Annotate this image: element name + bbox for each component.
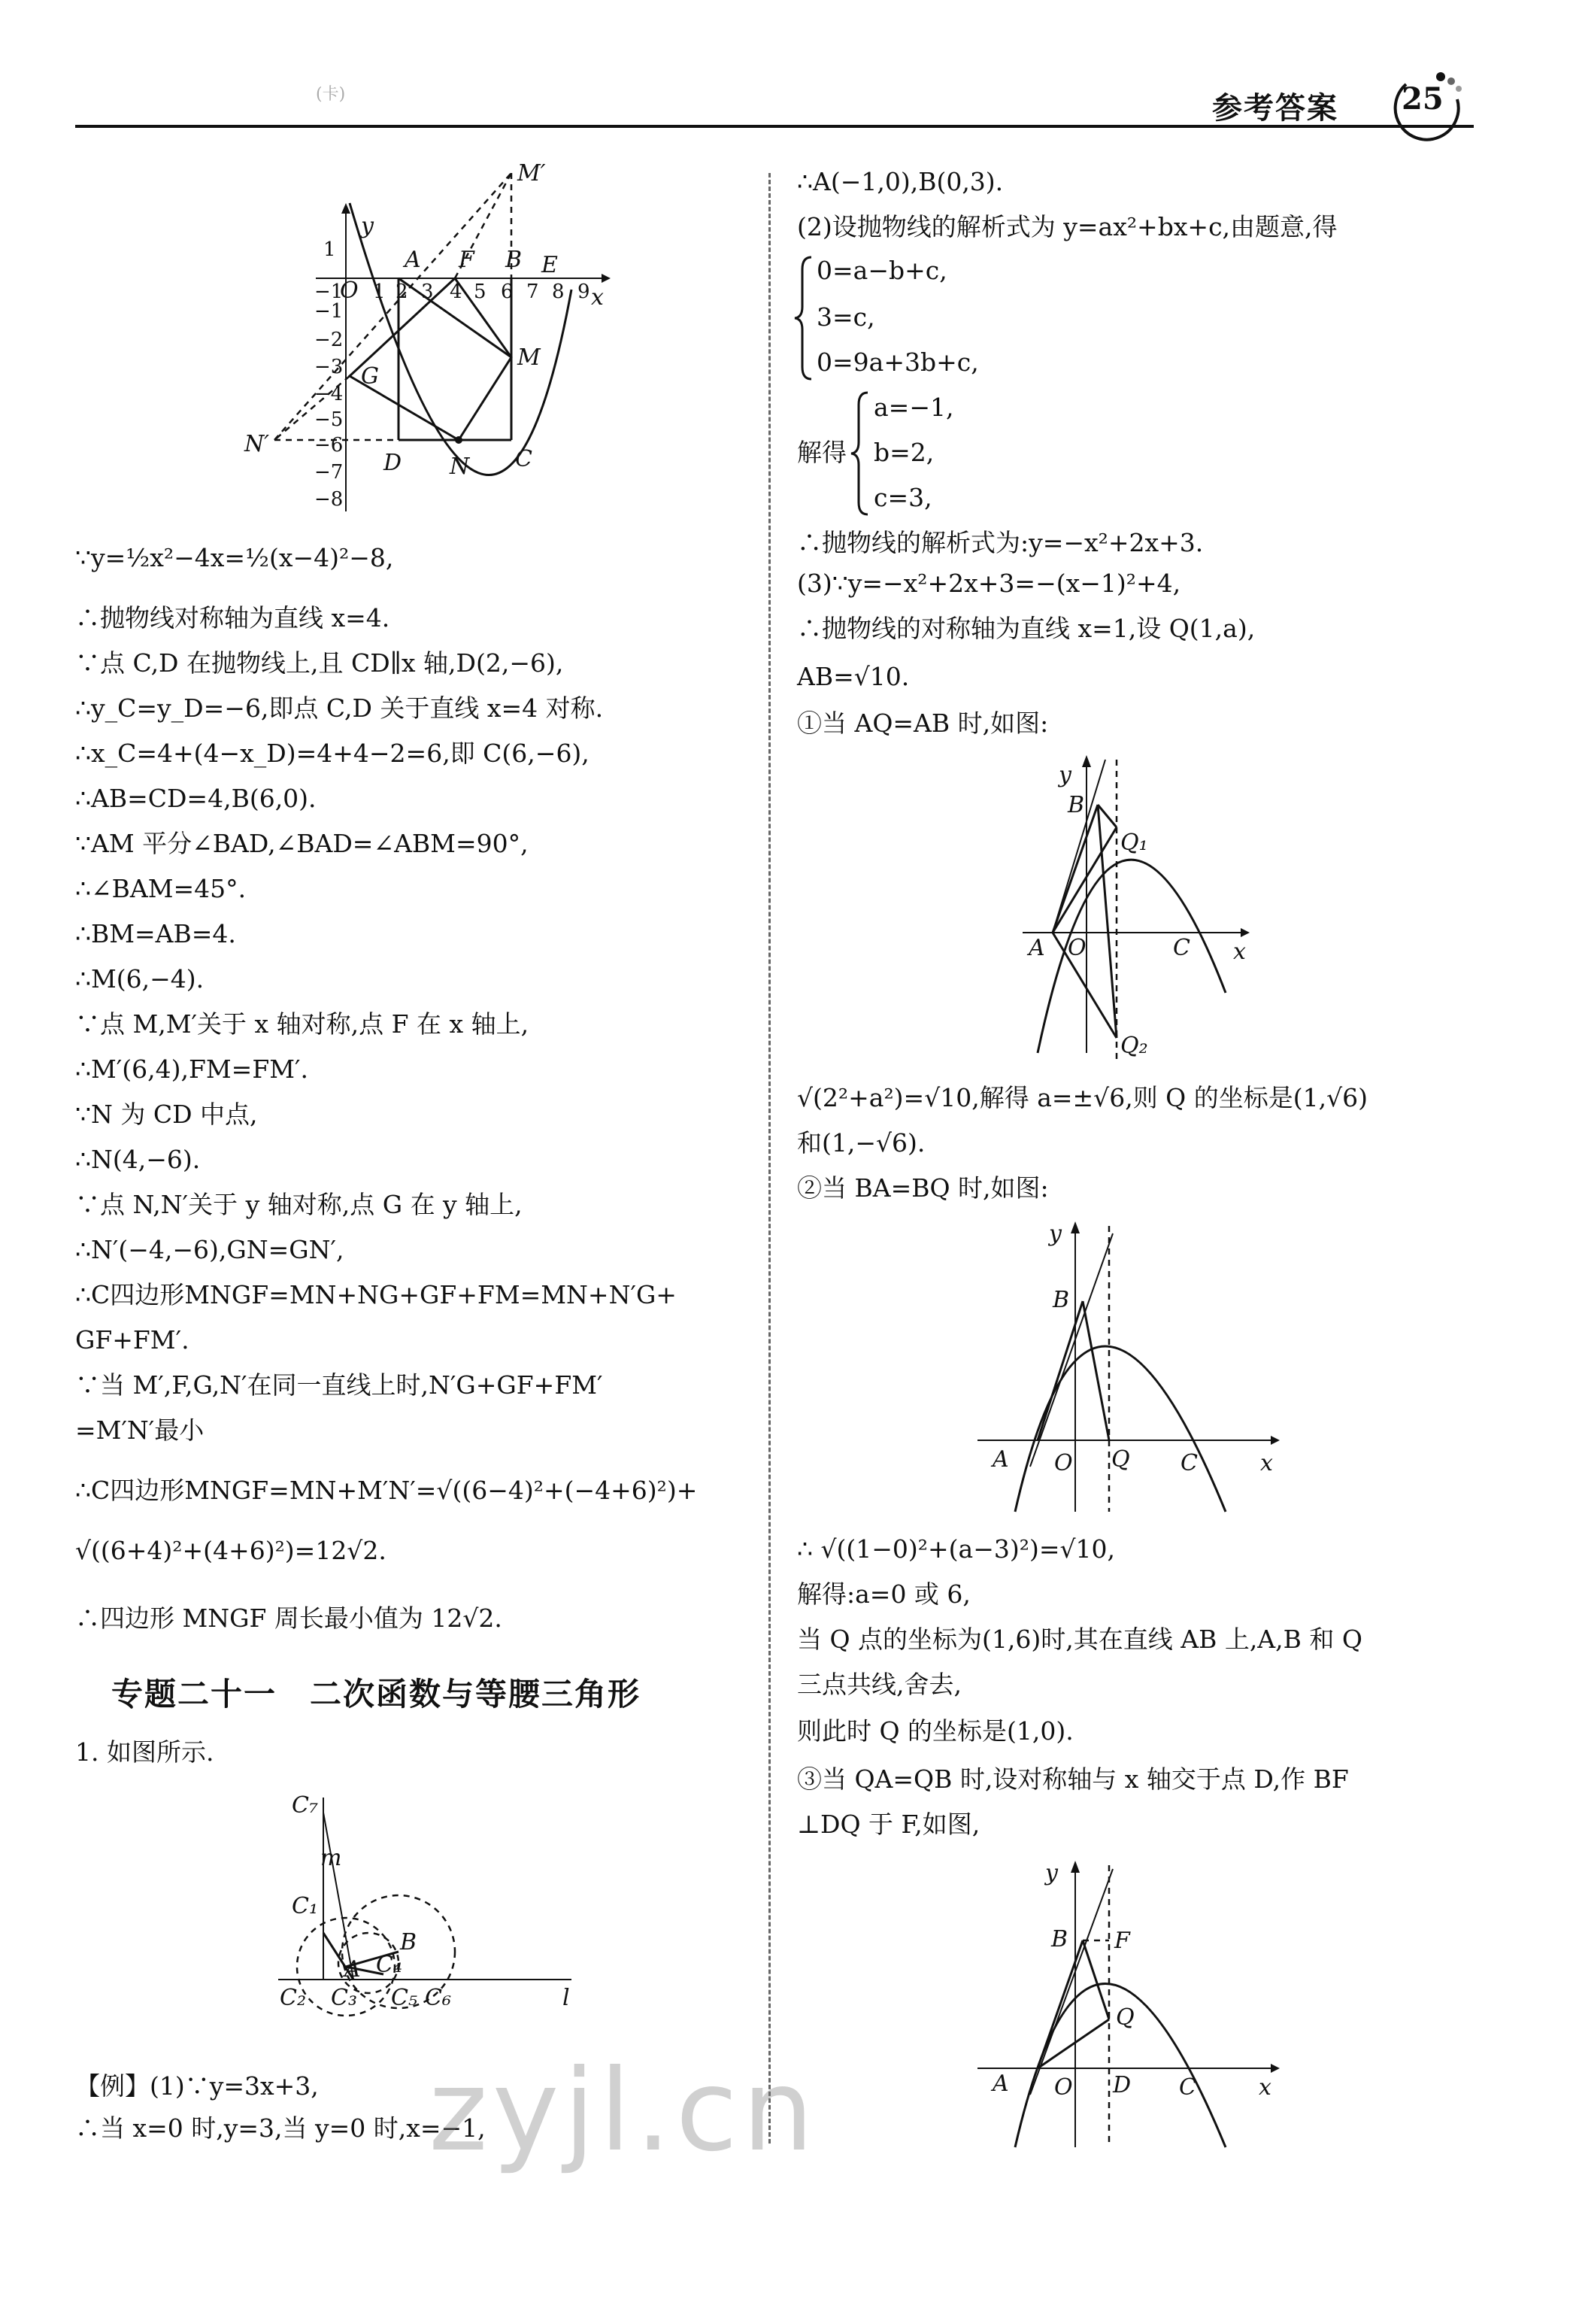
svg-text:F: F (1114, 1928, 1130, 1954)
solve-label: 解得 (797, 438, 847, 467)
svg-text:x: x (591, 284, 604, 311)
svg-text:1: 1 (323, 238, 336, 261)
system-eq-1: 0=a−b+c, (817, 256, 947, 285)
right-line-15: √(2²+a²)=√10,解得 a=±√6,则 Q 的坐标是(1,√6) (797, 1083, 1368, 1112)
right-line-10: ∴抛物线的解析式为:y=−x²+2x+3. (797, 528, 1204, 557)
left-line-19: ∵当 M′,F,G,N′在同一直线上时,N′G+GF+FM′ (75, 1370, 603, 1400)
svg-text:m: m (320, 1845, 342, 1871)
x-axis-arrow (602, 274, 611, 283)
svg-text:Q: Q (1116, 2004, 1135, 2031)
left-line-11: ∵点 M,M′关于 x 轴对称,点 F 在 x 轴上, (75, 1009, 529, 1039)
svg-text:A: A (344, 1956, 361, 1983)
svg-text:C₅: C₅ (391, 1985, 417, 2011)
solution-c: c=3, (874, 483, 932, 512)
svg-text:C₂: C₂ (280, 1985, 306, 2011)
svg-text:−2: −2 (314, 329, 344, 351)
svg-text:2: 2 (396, 281, 408, 303)
svg-text:x: x (1259, 2074, 1271, 2101)
svg-text:O: O (1054, 1450, 1073, 1476)
figure-case-3 (970, 1850, 1286, 2151)
svg-text:6: 6 (501, 281, 514, 303)
solution-b: b=2, (874, 438, 935, 467)
svg-text:D: D (1113, 2072, 1132, 2098)
svg-text:y: y (1059, 762, 1071, 788)
left-line-17: ∴C四边形MNGF=MN+NG+GF+FM=MN+N′G+ (75, 1280, 677, 1309)
right-line-16: 和(1,−√6). (797, 1128, 926, 1157)
question-1: 1. 如图所示. (75, 1737, 214, 1767)
figure-case-2 (970, 1211, 1286, 1527)
parabola-curve (350, 203, 571, 475)
figure-quadrilateral-graph (241, 158, 632, 519)
watermark-text: zyjl.cn (429, 2046, 819, 2177)
svg-text:B: B (1051, 1926, 1068, 1952)
left-line-6: ∴AB=CD=4,B(6,0). (75, 784, 317, 813)
svg-text:D: D (383, 450, 402, 476)
svg-text:x: x (1260, 1450, 1273, 1476)
svg-text:E: E (541, 252, 558, 278)
svg-text:C₄: C₄ (376, 1952, 402, 1978)
svg-text:−1: −1 (314, 300, 344, 323)
column-divider (768, 173, 771, 2143)
brace-system-1 (793, 254, 816, 382)
left-line-20: =M′N′最小 (75, 1415, 205, 1445)
system-eq-3: 0=9a+3b+c, (817, 347, 979, 377)
right-line-2: (2)设抛物线的解析式为 y=ax²+bx+c,由题意,得 (797, 212, 1338, 241)
svg-text:C₇: C₇ (292, 1792, 318, 1819)
svg-text:O: O (1068, 935, 1087, 961)
right-line-12: ∴抛物线的对称轴为直线 x=1,设 Q(1,a), (797, 614, 1256, 643)
svg-text:N′: N′ (244, 431, 270, 457)
svg-text:Q: Q (1111, 1446, 1130, 1473)
system-eq-2: 3=c, (817, 302, 875, 332)
svg-text:−5: −5 (314, 408, 344, 431)
svg-text:B: B (505, 247, 523, 273)
svg-text:9: 9 (577, 281, 590, 303)
svg-text:G: G (361, 363, 379, 390)
svg-text:C₃: C₃ (331, 1985, 357, 2011)
svg-text:A: A (993, 2071, 1009, 2097)
left-line-22: √((6+4)²+(4+6)²)=12√2. (75, 1536, 386, 1565)
svg-text:−4: −4 (314, 383, 344, 405)
left-line-3: ∵点 C,D 在抛物线上,且 CD∥x 轴,D(2,−6), (75, 648, 564, 678)
svg-text:B: B (1068, 792, 1085, 818)
brace-system-2 (850, 390, 872, 517)
left-line-5: ∴x_C=4+(4−x_D)=4+4−2=6,即 C(6,−6), (75, 739, 589, 768)
right-line-20: 当 Q 点的坐标为(1,6)时,其在直线 AB 上,A,B 和 Q (797, 1625, 1362, 1654)
svg-text:Q₂: Q₂ (1120, 1033, 1148, 1059)
svg-text:7: 7 (526, 281, 539, 303)
left-line-23: ∴四边形 MNGF 周长最小值为 12√2. (75, 1603, 502, 1633)
left-line-4: ∴y_C=y_D=−6,即点 C,D 关于直线 x=4 对称. (75, 693, 604, 723)
svg-text:C: C (515, 446, 532, 472)
svg-text:3: 3 (421, 281, 434, 303)
example-line-1: 【例】(1)∵y=3x+3, (75, 2071, 319, 2101)
svg-text:A: A (993, 1446, 1009, 1473)
left-line-12: ∴M′(6,4),FM=FM′. (75, 1054, 309, 1084)
right-line-14: ①当 AQ=AB 时,如图: (797, 708, 1049, 738)
svg-text:O: O (340, 278, 359, 304)
svg-text:y: y (1049, 1221, 1062, 1247)
svg-text:A: A (405, 247, 421, 273)
left-line-9: ∴BM=AB=4. (75, 919, 236, 948)
svg-text:N: N (450, 454, 470, 480)
section-title: 专题二十一 二次函数与等腰三角形 (111, 1676, 641, 1713)
left-line-14: ∴N(4,−6). (75, 1145, 201, 1174)
right-line-17: ②当 BA=BQ 时,如图: (797, 1173, 1049, 1203)
svg-text:M: M (517, 344, 541, 371)
svg-text:l: l (562, 1985, 570, 2011)
left-line-13: ∵N 为 CD 中点, (75, 1100, 258, 1129)
right-line-19: 解得:a=0 或 6, (797, 1579, 971, 1609)
right-line-18: ∴ √((1−0)²+(a−3)²)=√10, (797, 1534, 1115, 1564)
right-line-1: ∴A(−1,0),B(0,3). (797, 167, 1004, 196)
svg-text:A: A (1029, 935, 1045, 961)
point-N (455, 436, 462, 444)
right-line-24: ⊥DQ 于 F,如图, (797, 1810, 980, 1839)
svg-text:y: y (361, 213, 374, 239)
svg-text:C: C (1173, 935, 1190, 961)
figure-case-1 (1008, 745, 1263, 1060)
right-line-13: AB=√10. (797, 662, 910, 691)
page-number: 25 (1402, 81, 1444, 117)
header-rule (75, 125, 1474, 128)
svg-text:−6: −6 (314, 434, 344, 457)
svg-text:C: C (1181, 1450, 1198, 1476)
left-line-2: ∴抛物线对称轴为直线 x=4. (75, 603, 390, 633)
svg-text:B: B (400, 1929, 417, 1955)
svg-text:−1: −1 (314, 281, 344, 303)
left-line-21: ∴C四边形MNGF=MN+M′N′=√((6−4)²+(−4+6)²)+ (75, 1476, 698, 1505)
svg-text:x: x (1233, 939, 1246, 965)
svg-text:F: F (459, 247, 474, 273)
svg-text:8: 8 (552, 281, 565, 303)
right-line-11: (3)∵y=−x²+2x+3=−(x−1)²+4, (797, 569, 1181, 598)
svg-text:M′: M′ (517, 160, 546, 187)
example-line-2: ∴当 x=0 时,y=3,当 y=0 时,x=−1, (75, 2113, 486, 2143)
left-line-7: ∵AM 平分∠BAD,∠BAD=∠ABM=90°, (75, 829, 529, 858)
svg-text:5: 5 (474, 281, 486, 303)
svg-text:4: 4 (450, 281, 462, 303)
right-line-23: ③当 QA=QB 时,设对称轴与 x 轴交于点 D,作 BF (797, 1764, 1349, 1794)
solution-a: a=−1, (874, 393, 954, 422)
svg-text:−3: −3 (314, 356, 344, 378)
left-line-1: ∵y=½x²−4x=½(x−4)²−8, (75, 543, 394, 572)
svg-text:−7: −7 (314, 461, 344, 484)
stamp-mark: (卡) (316, 85, 346, 104)
header-title: 参考答案 (1212, 91, 1338, 126)
right-line-22: 则此时 Q 的坐标是(1,0). (797, 1716, 1074, 1746)
left-line-15: ∵点 N,N′关于 y 轴对称,点 G 在 y 轴上, (75, 1190, 523, 1219)
svg-text:1: 1 (373, 281, 386, 303)
svg-text:y: y (1045, 1860, 1058, 1886)
left-line-16: ∴N′(−4,−6),GN=GN′, (75, 1235, 344, 1264)
svg-text:C₁: C₁ (292, 1893, 318, 1919)
right-line-21: 三点共线,舍去, (797, 1670, 962, 1699)
figure-circles-construction (271, 1782, 602, 2031)
svg-text:B: B (1053, 1287, 1070, 1313)
left-line-10: ∴M(6,−4). (75, 964, 205, 994)
svg-text:C: C (1179, 2074, 1196, 2101)
left-line-18: GF+FM′. (75, 1325, 189, 1355)
svg-text:O: O (1054, 2074, 1073, 2101)
svg-text:Q₁: Q₁ (1120, 830, 1148, 856)
left-line-8: ∴∠BAM=45°. (75, 874, 247, 903)
svg-text:−8: −8 (314, 488, 344, 511)
svg-text:C₆: C₆ (425, 1985, 451, 2011)
